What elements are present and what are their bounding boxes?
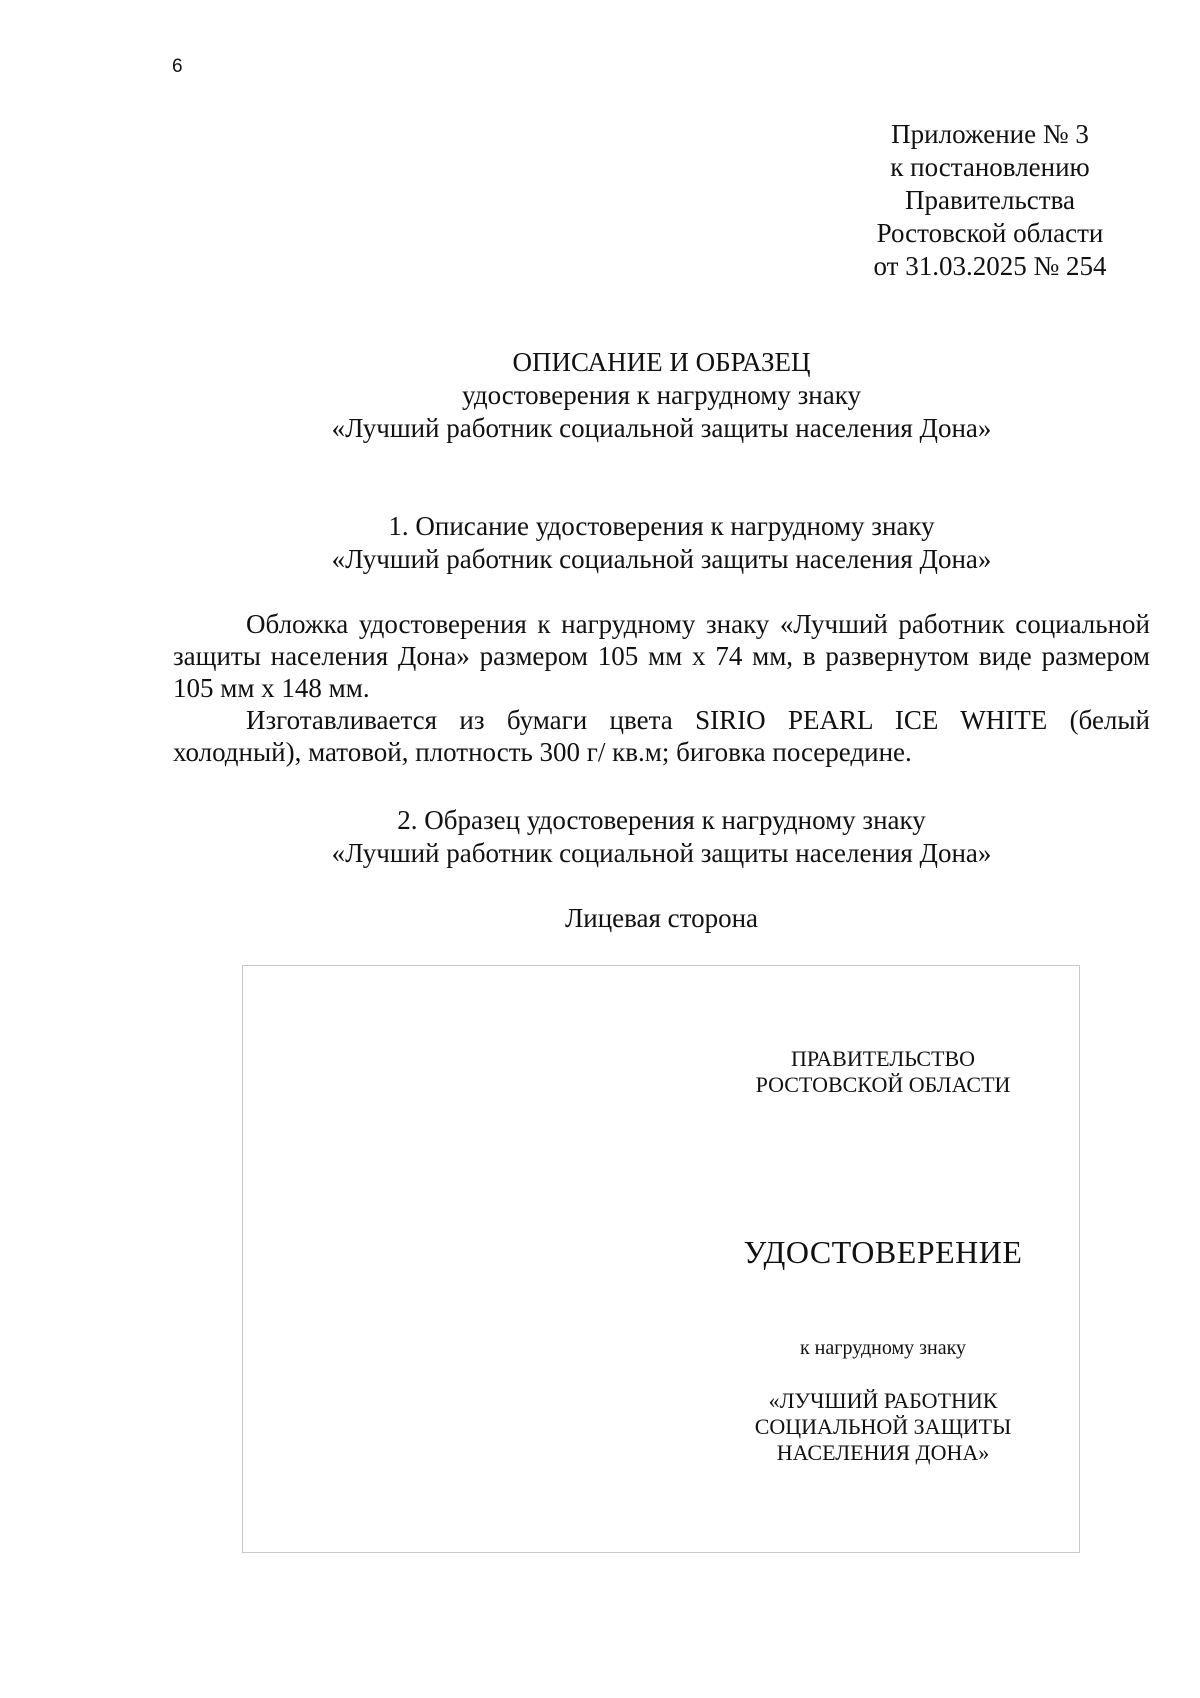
- title-line: «Лучший работник социальной защиты населения Дона»: [331, 413, 992, 443]
- appendix-line: к постановлению: [890, 152, 1090, 182]
- section-heading-line: 2. Образец удостоверения к нагрудному знаку: [397, 805, 926, 835]
- appendix-line: Правительства: [905, 185, 1075, 215]
- section-1-heading: [173, 510, 1150, 576]
- document-title: [173, 346, 1150, 445]
- section-2-heading: [173, 804, 1150, 870]
- title-heading: ОПИСАНИЕ И ОБРАЗЕЦ: [512, 347, 811, 377]
- body-paragraph: Изготавливается из бумаги цвета SIRIO PEARL ICE WHITE (белый холодный), матовой, плотность 300 г/ кв.м; биговка посередине.: [173, 705, 1150, 767]
- section-heading-line: «Лучший работник социальной защиты населения Дона»: [331, 838, 992, 868]
- face-side-label-text: Лицевая сторона: [564, 903, 759, 933]
- face-side-label: [173, 902, 1150, 935]
- appendix-line: Ростовской области: [876, 218, 1104, 248]
- appendix-block: [830, 118, 1150, 283]
- appendix-line: Приложение № 3: [891, 119, 1089, 149]
- section-heading-line: «Лучший работник социальной защиты населения Дона»: [331, 544, 992, 574]
- certificate-sample: [242, 965, 1080, 1553]
- certificate-issuer: [713, 1046, 1053, 1098]
- certificate-award-name: [713, 1388, 1053, 1466]
- certificate-award-line: «ЛУЧШИЙ РАБОТНИК: [768, 1388, 998, 1413]
- certificate-issuer-line: ПРАВИТЕЛЬСТВО: [790, 1046, 976, 1071]
- certificate-subtitle: к нагрудному знаку: [799, 1337, 967, 1359]
- appendix-line: от 31.03.2025 № 254: [873, 251, 1107, 281]
- certificate-issuer-line: РОСТОВСКОЙ ОБЛАСТИ: [755, 1072, 1011, 1097]
- certificate-award-line: НАСЕЛЕНИЯ ДОНА»: [776, 1440, 990, 1465]
- body-paragraph: Обложка удостоверения к нагрудному знаку «Лучший работник социальной защиты населения Дона» размером 105 мм х 74 мм, в развернутом виде размером 105 мм х 148 мм.: [173, 609, 1150, 703]
- section-1-body: [173, 608, 1150, 768]
- section-heading-line: 1. Описание удостоверения к нагрудному знаку: [388, 511, 935, 541]
- title-line: удостоверения к нагрудному знаку: [462, 380, 861, 410]
- page-number: 6: [172, 56, 183, 77]
- certificate-award-line: СОЦИАЛЬНОЙ ЗАЩИТЫ: [754, 1414, 1012, 1439]
- certificate-title: УДОСТОВЕРЕНИЕ: [743, 1234, 1023, 1270]
